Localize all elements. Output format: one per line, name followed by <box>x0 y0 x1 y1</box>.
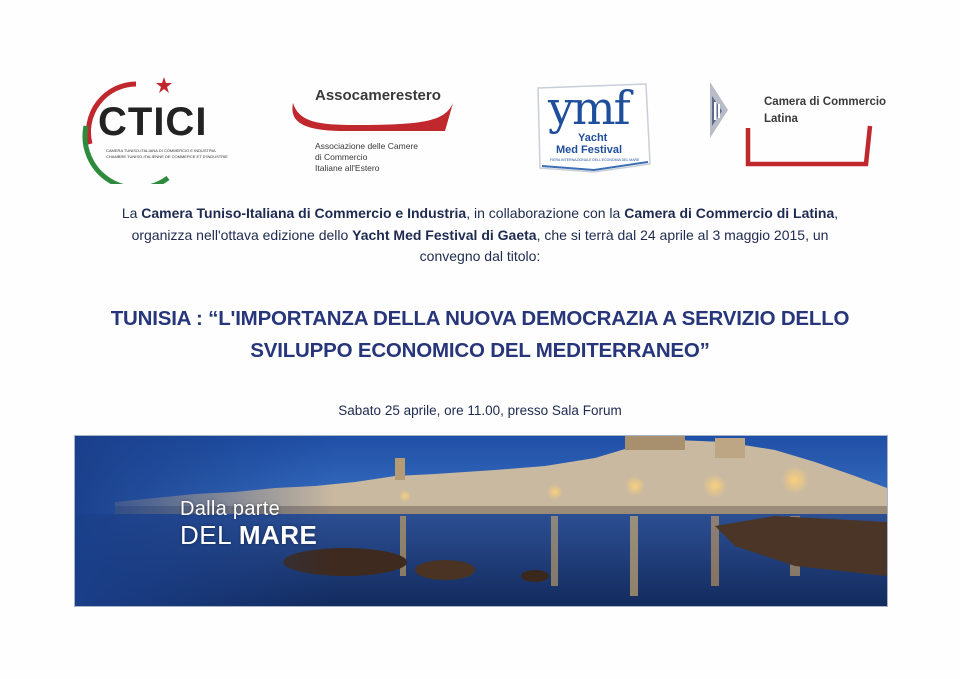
intro-ctici-name: Camera Tuniso-Italiana di Commercio e Industria <box>141 205 467 221</box>
ymf-mark: ymf <box>548 81 629 135</box>
intro-text-3: , <box>834 205 839 221</box>
assocamerestero-name: Assocamerestero <box>315 87 441 104</box>
ctici-line1: CAMERA TUNISO-ITALIANA DI COMMERCIO E INDUSTRIA <box>106 148 216 153</box>
harbor-banner-image <box>74 435 888 607</box>
intro-text-5: , che si terrà dal 24 aprile al 3 maggio 2015, un <box>536 226 829 243</box>
event-date: Sabato 25 aprile, ore 11.00, presso Sala Forum <box>338 403 622 418</box>
banner-caption-line-1: Dalla parte <box>180 498 281 520</box>
latina-emblem-icon <box>698 80 878 175</box>
latina-line2: Latina <box>764 113 798 125</box>
yacht-med-festival-logo <box>534 82 654 177</box>
intro-text-2: , in collaborazione con la <box>466 205 625 221</box>
banner-caption-mare: MARE <box>238 520 318 550</box>
ymf-line1: Yacht <box>578 132 608 144</box>
assocamerestero-line3: Italiane all'Estero <box>315 163 380 173</box>
ymf-tagline: FIERA INTERNAZIONALE DELL'ECONOMIA DEL MARE <box>550 158 640 162</box>
banner-caption-del: DEL <box>180 520 239 550</box>
ctici-line2: CHAMBRE TUNISO-ITALIENNE DE COMMERCE ET D'INDUSTRIE <box>106 154 228 159</box>
banner-caption-line-2 <box>180 520 317 551</box>
intro-festival-name: Yacht Med Festival di Gaeta <box>352 226 537 243</box>
title-line-1: TUNISIA : “L'IMPORTANZA DELLA NUOVA DEMOCRAZIA A SERVIZIO DELLO <box>110 307 850 330</box>
intro-text-6: convegno dal titolo: <box>419 248 541 264</box>
intro-text-1: La <box>121 205 142 221</box>
ctici-name: CTICI <box>98 100 208 144</box>
intro-paragraph <box>92 203 868 268</box>
latina-logo <box>698 80 887 175</box>
ctici-logo <box>78 74 228 184</box>
conference-title <box>60 303 900 367</box>
latina-line1: Camera di Commercio <box>764 96 887 108</box>
intro-latina-name: Camera di Commercio di Latina <box>624 205 835 221</box>
intro-text-4: organizza nell'ottava edizione dello <box>131 226 353 243</box>
ymf-line2: Med Festival <box>556 144 623 156</box>
title-line-2: SVILUPPO ECONOMICO DEL MEDITERRANEO” <box>250 339 710 362</box>
assocamerestero-logo <box>285 85 460 180</box>
assocamerestero-line2: di Commercio <box>315 152 368 162</box>
assocamerestero-line1: Associazione delle Camere <box>315 141 418 151</box>
